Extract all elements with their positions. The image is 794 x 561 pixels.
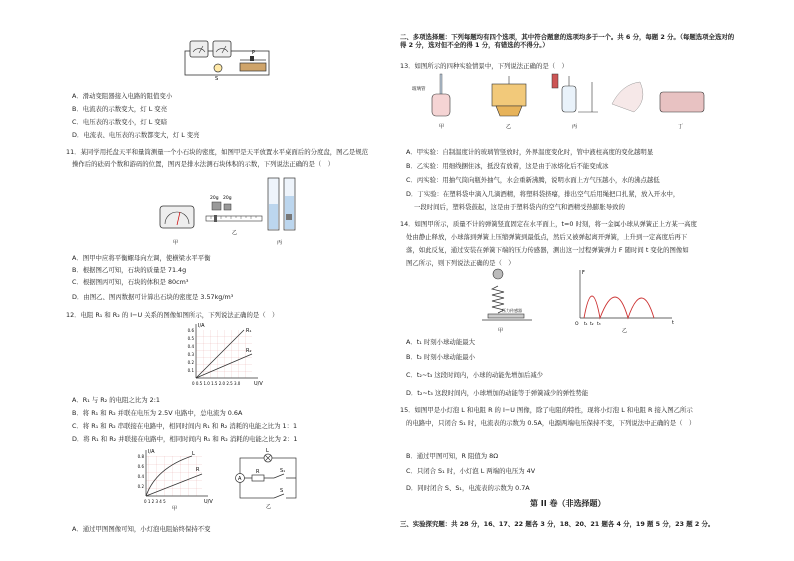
q12-xticks: 0 0.5 1.0 1.5 2.0 2.5 3.0 xyxy=(192,381,241,386)
q11-weight-2: 20g xyxy=(223,196,232,201)
part2-title: 第 II 卷（非选择题） xyxy=(530,499,606,508)
q13b-option-d-cont: 一段时间后，塑料袋鼓起，这是由于塑料袋内的空气和酒精受热膨胀导致的 xyxy=(414,203,625,211)
q10-option-c: C．电压表的示数变小，灯 L 变暗 xyxy=(72,118,168,126)
q13-circuit-switch-s1-label: S₁ xyxy=(280,468,286,474)
q14-option-c: C．t₂~t₃ 这段时间内，小球的动能先增加后减少 xyxy=(406,371,544,379)
q11-fig-label-jia: 甲 xyxy=(173,240,179,246)
q12-ytick: 0.2 xyxy=(187,360,194,365)
q13-circuit xyxy=(234,448,306,510)
q11-option-b: B．根据图乙可知，石块的质量是 71.4g xyxy=(72,266,187,274)
q13b-option-c: C．丙实验：用抽气筒向瓶外抽气，水会重新沸腾，说明水面上方气压越小，水的沸点越低 xyxy=(406,176,660,184)
q13-ytick: 0.8 xyxy=(137,454,144,459)
q14-xtick: t₂ xyxy=(590,322,594,327)
q14-xtick: O xyxy=(575,322,579,327)
q13-legend-l: L xyxy=(192,451,195,457)
q13-fig-label-jia: 甲 xyxy=(172,506,178,512)
section2-title: 二、多项选择题：下列每题均有四个选项，其中符合题意的选项均多于一个。共 6 分，每题 2 分。（每题选项全选对的得 2 分，选对但不全的得 1 分，有错选的不得分。） xyxy=(400,33,735,49)
q11-option-d: D．由图乙、图丙数据可计算出石块的密度是 3.57kg/m³ xyxy=(72,293,234,301)
q13-fig-label-yi: 乙 xyxy=(266,504,272,510)
q12-ytick: 0.6 xyxy=(187,328,194,333)
q13b-fig-label-yi: 乙 xyxy=(506,124,512,130)
q13-option-a: A．通过甲图图像可知，小灯泡电阻始终保持不变 xyxy=(72,525,211,533)
q14-option-d: D．t₂~t₃ 这段时间内，小球增加的动能等于弹簧减少的弹性势能 xyxy=(406,389,589,397)
q12-ylabel: I/A xyxy=(198,323,205,329)
q11-option-c: C．根据图丙可知，石块的体积是 80cm³ xyxy=(72,278,189,286)
q11-figures xyxy=(156,174,306,252)
q13-xlabel: U/V xyxy=(204,499,213,505)
q11-fig-label-yi: 乙 xyxy=(232,230,238,236)
q10-circuit-figure xyxy=(184,38,274,80)
q11-stem-line2: 操作后的砝码个数和游码的位置，图丙是排水法测石块体积的示数，下列说法正确的是（ ） xyxy=(72,160,335,168)
q15-option-b: B．通过甲图可知，R 阻值为 8Ω xyxy=(406,452,499,460)
section3-title: 三、实验探究题：共 28 分，16、17、22 题各 3 分，18、20、21 题各 4 分，19 题 5 分，23 题 2 分。 xyxy=(400,520,715,528)
q14-option-a: A．t₁ 时刻小球动能最大 xyxy=(406,338,475,346)
svg-text:P: P xyxy=(252,50,256,56)
q13b-fig-label-jia: 甲 xyxy=(439,124,445,130)
q13b-experiment-figures xyxy=(412,72,712,132)
q14-force-curve xyxy=(584,296,654,318)
q15-stem-line1: 15．如图甲是小灯泡 L 和电阻 R 的 I−U 图像，除了电阻的特性，现将小灯泡 L 和电阻 R 接入图乙所示 xyxy=(400,406,693,414)
q11-fig-label-bing: 丙 xyxy=(277,240,283,246)
q11-weight-1: 20g xyxy=(210,196,219,201)
q14-sensor-label: 压力传感器 xyxy=(502,308,522,313)
q12-ytick: 0.5 xyxy=(187,336,194,341)
q12-xlabel: U/V xyxy=(254,381,263,387)
q11-option-a: A．图甲中应将平衡螺母向左调，使横梁水平平衡 xyxy=(72,254,211,262)
q12-ytick: 0.3 xyxy=(187,352,194,357)
q13-legend-r: R xyxy=(196,467,200,473)
q12-option-c: C．将 R₁ 和 R₂ 串联接在电路中，相同时间内 R₁ 和 R₂ 消耗的电能之比为 1：1 xyxy=(72,422,298,430)
svg-text:S: S xyxy=(215,76,219,82)
q13-circuit-ammeter-label: A xyxy=(238,476,242,482)
q12-option-d: D．将 R₁ 和 R₂ 并联接在电路中，相同时间内 R₁ 和 R₂ 消耗的电能之比为 2：1 xyxy=(72,435,298,443)
q13-xticks: 0 1 2 3 4 5 xyxy=(144,499,166,504)
q14-force-time-chart xyxy=(572,268,682,334)
q12-ytick: 0.4 xyxy=(187,344,194,349)
q14-xlabel: t xyxy=(672,320,674,326)
q13b-glass-tube-label: 玻璃管 xyxy=(412,87,426,92)
q13-ytick: 0.6 xyxy=(137,464,144,469)
q15-option-d: D．同时闭合 S、S₁，电流表的示数为 0.7A xyxy=(406,484,530,492)
q12-legend-r2: R₂ xyxy=(246,348,252,354)
q13b-fig-label-ding: 丁 xyxy=(678,124,684,130)
q14-fig-label-yi: 乙 xyxy=(622,328,628,334)
q10-option-a: A．滑动变阻器接入电路的阻值变小 xyxy=(72,92,173,100)
q13-iu-chart xyxy=(132,448,216,512)
q14-ylabel: F xyxy=(582,270,585,276)
left-column xyxy=(66,0,384,561)
q14-spring-figure xyxy=(482,268,542,334)
q14-fig-label-jia: 甲 xyxy=(498,328,504,334)
q13b-fig-label-bing: 丙 xyxy=(572,124,578,130)
q13b-option-d: D．丁实验：在塑料袋中滴入几滴酒精，将塑料袋挤瘪，排出空气后用绳把口扎紧，放入开水中， xyxy=(406,190,680,198)
q13-circuit-resistor-label: R xyxy=(256,469,260,475)
q14-xtick: t₃ xyxy=(597,322,601,327)
q12-legend-r1: R₁ xyxy=(246,328,252,334)
q12-iu-chart xyxy=(182,322,272,390)
q13-ylabel: I/A xyxy=(148,449,155,455)
q15-option-c: C．只闭合 S₁ 时，小灯泡 L 两端的电压为 4V xyxy=(406,467,536,475)
q12-option-b: B．将 R₁ 和 R₂ 并联在电压为 2.5V 电路中，总电流为 0.6A xyxy=(72,409,243,417)
q15-stem-line2: 的电路中，只闭合 S₁ 时，电流表的示数为 0.5A，电源两端电压保持不变，下列说法中正确的是（ ） xyxy=(406,419,696,427)
q12-stem: 12．电阻 R₁ 和 R₂ 的 I−U 关系的图像如图所示，下列说法正确的是（ ） xyxy=(66,311,279,319)
q13b-option-b: B．乙实验：用细线捆住冰，抵没有放着，这是由于冰熔化后不能变成冰 xyxy=(406,162,609,170)
q13b-stem: 13．如图所示的四种实验情景中，下列说法正确的是（ ） xyxy=(400,62,568,70)
q13-ytick: 0.2 xyxy=(137,484,144,489)
right-column xyxy=(400,0,740,561)
q13-circuit-lamp-label: L xyxy=(266,448,269,454)
q14-stem-line3: 落，如此反复，通过安装在弹簧下端的压力传感器，测出这一过程弹簧弹力 F 随时间 t 变化的图像如 xyxy=(406,246,689,254)
q12-ytick: 0.1 xyxy=(187,368,194,373)
q14-stem-line1: 14．如图甲所示，质量不计的弹簧竖直固定在水平面上，t=0 时刻，将一金属小球从弹簧正上方某一高度 xyxy=(400,220,697,228)
q14-option-b: B．t₂ 时刻小球动能最小 xyxy=(406,353,475,361)
q14-stem-line2: 处由静止释放，小球落到弹簧上压缩弹簧到最低点，然后又被弹起离开弹簧，上升到一定高度后再下 xyxy=(406,233,688,241)
q11-stem-line1: 11．某同学用托盘天平和量筒测量一个小石块的密度，如图甲是天平放置水平桌面后的分度盘，图乙是规范 xyxy=(66,148,369,156)
q10-option-d: D．电流表、电压表的示数都变大，灯 L 变亮 xyxy=(72,131,200,139)
q14-stem-line4: 图乙所示，则下列说法正确的是（ ） xyxy=(406,259,515,267)
q13-ytick: 0.4 xyxy=(137,474,144,479)
q14-xtick: t₁ xyxy=(584,322,588,327)
q13-circuit-switch-s-label: S xyxy=(280,488,284,494)
q13b-option-a: A．甲实验：自制温度计的玻璃管竖放时，外界温度变化时，管中液柱高度的变化越明显 xyxy=(406,148,654,156)
q10-option-b: B．电流表的示数变大，灯 L 变亮 xyxy=(72,105,168,113)
q12-option-a: A．R₁ 与 R₂ 的电阻之比为 2:1 xyxy=(72,396,160,404)
